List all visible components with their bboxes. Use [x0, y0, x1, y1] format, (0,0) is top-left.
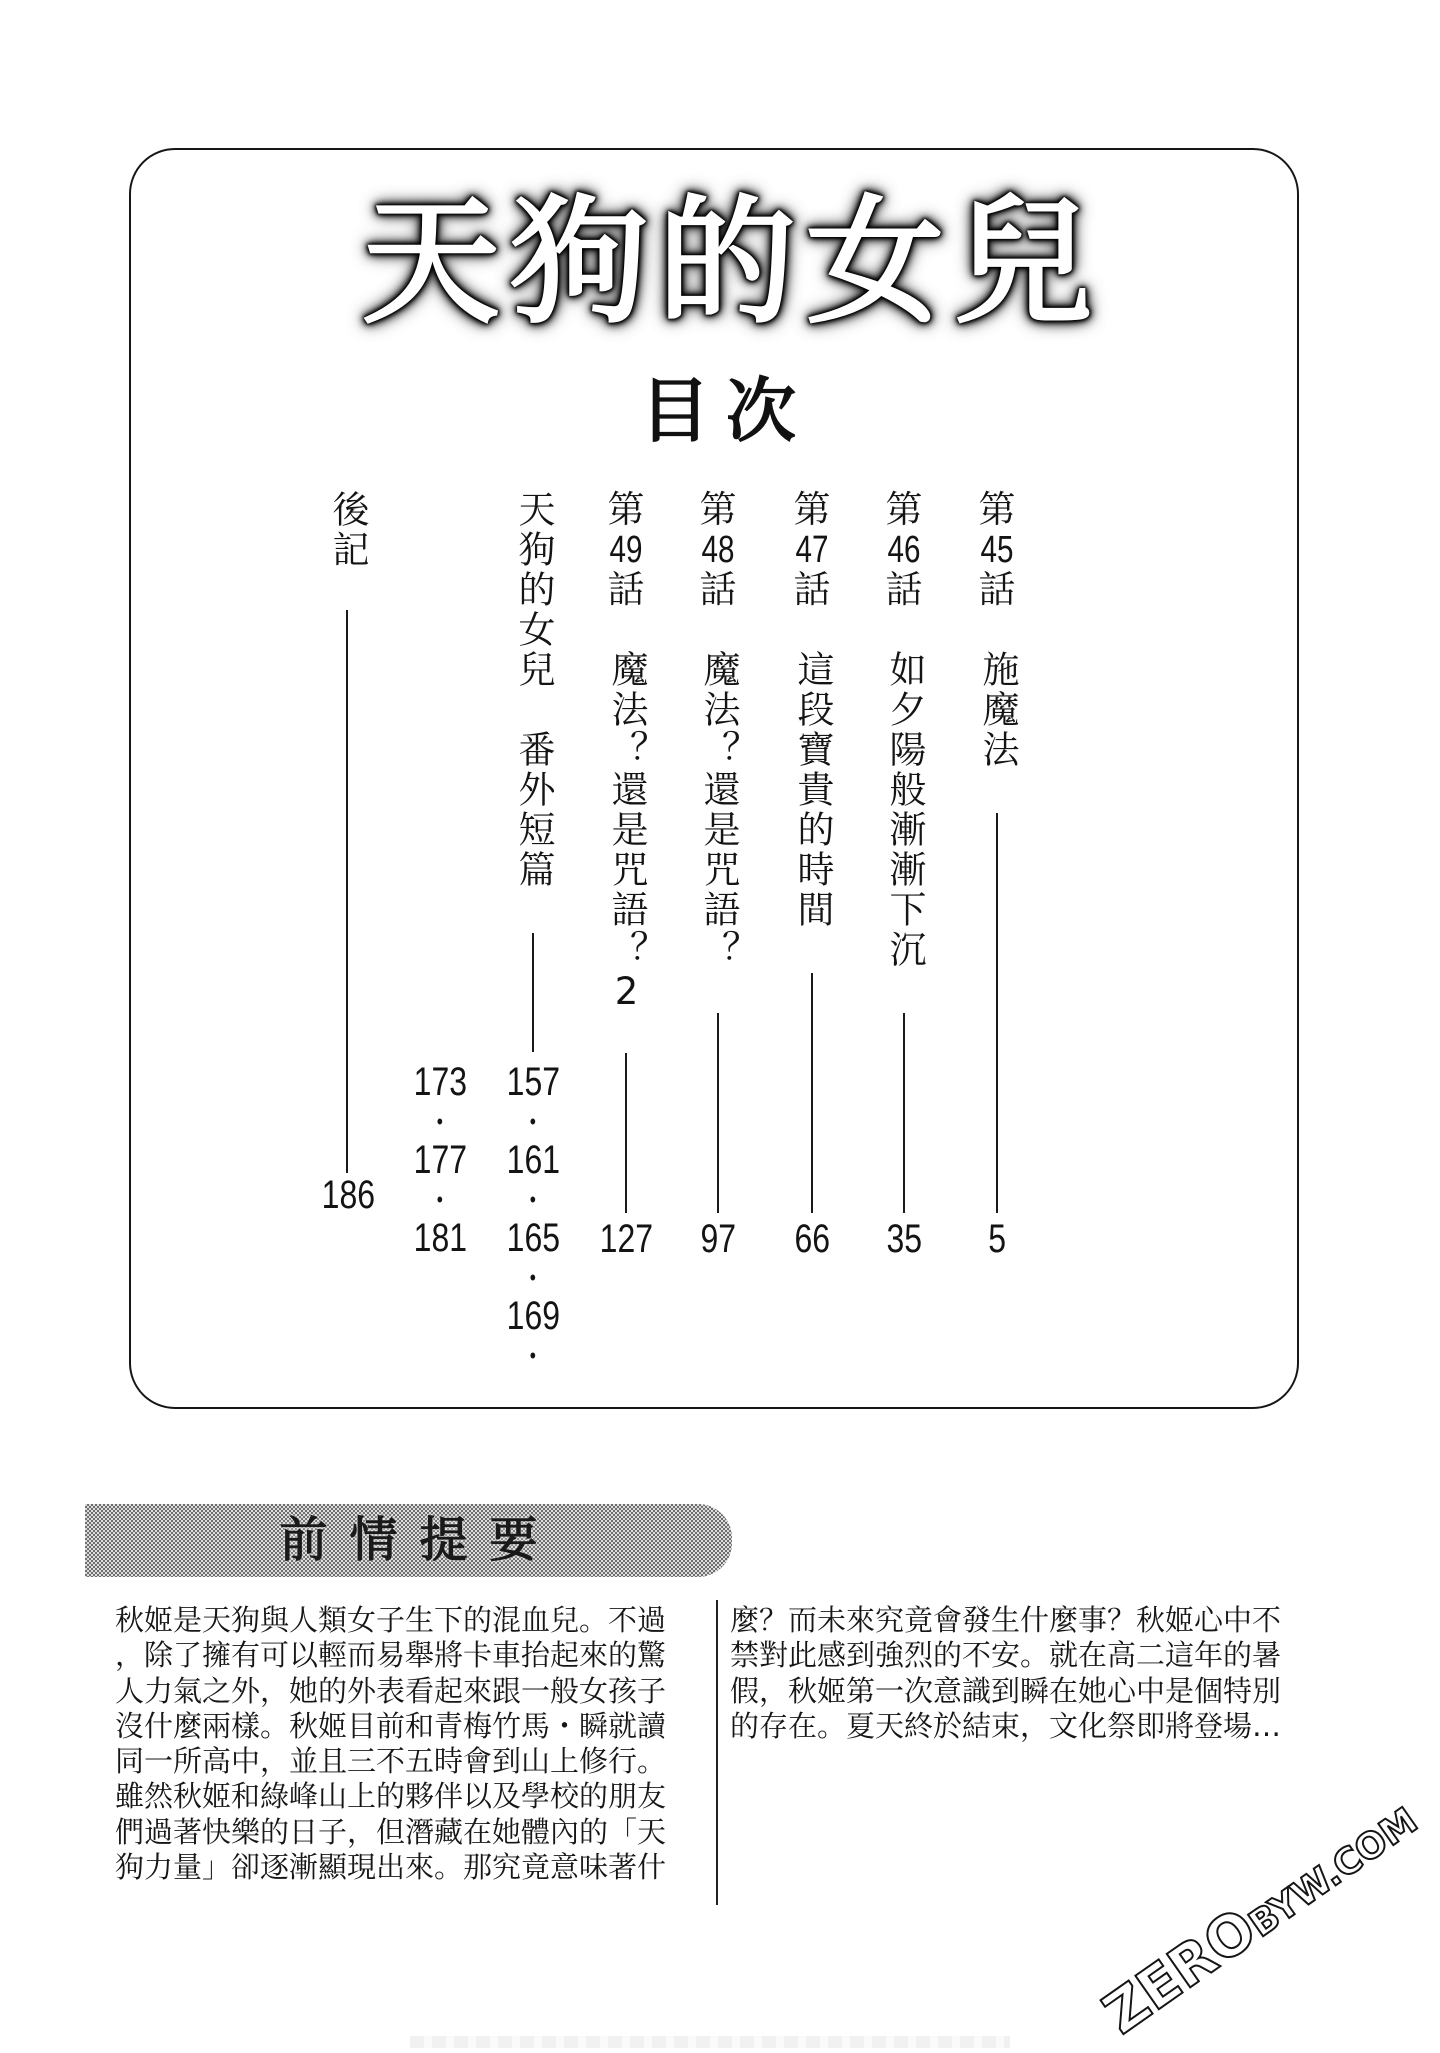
toc-entry-ep49: [606, 490, 646, 1016]
summary-line: 雖然秋姬和綠峰山上的夥伴以及學校的朋友: [115, 1779, 667, 1814]
summary-heading: 前情提要: [279, 1512, 560, 1568]
leader-line: [811, 973, 813, 1213]
leader-line: [532, 933, 534, 1052]
page-number: 127: [599, 1217, 653, 1261]
summary-line: 假，秋姬第一次意識到瞬在她心中是個特別: [730, 1673, 1282, 1708]
leader-line: [996, 813, 998, 1213]
episode-prefix: 第: [978, 488, 1016, 531]
watermark-main: ZERO: [1092, 1896, 1269, 2047]
leader-line: [625, 1053, 627, 1213]
leader-line: [346, 610, 348, 1173]
page-number: 97: [700, 1217, 736, 1261]
episode-title: 如夕陽般漸漸下沉: [883, 650, 926, 970]
episode-suffix: 話: [793, 568, 831, 611]
watermark: [1092, 1790, 1426, 2047]
leader-line: [903, 1013, 905, 1213]
page-number: 66: [794, 1217, 830, 1261]
episode-prefix: 第: [607, 488, 645, 531]
bleed-through-artifact: [410, 2036, 1010, 2048]
summary-line: 人力氣之外，她的外表看起來跟一般女孩子: [115, 1673, 667, 1708]
column-divider: [716, 1600, 718, 1905]
episode-number: 47: [795, 529, 829, 571]
toc-entry-ep47: [792, 490, 832, 930]
summary-line: 禁對此感到強烈的不安。就在高二這年的暑: [730, 1638, 1282, 1673]
page-separator: •: [529, 1109, 537, 1134]
toc-entry-bonus: [513, 490, 553, 890]
summary-line: 沒什麼兩樣。秋姬目前和青梅竹馬・瞬就讀: [115, 1708, 667, 1743]
summary-line: 們過著快樂的日子，但潛藏在她體內的「天: [115, 1814, 667, 1849]
page-separator: •: [529, 1187, 537, 1212]
episode-title: 魔法？還是咒語？2: [605, 650, 648, 1016]
episode-title: 這段寶貴的時間: [791, 650, 834, 930]
summary-line: 秋姬是天狗與人類女子生下的混血兒。不過: [115, 1603, 667, 1637]
page-number: 161: [506, 1138, 560, 1182]
episode-prefix: 第: [793, 488, 831, 531]
page-number: 173: [413, 1060, 467, 1104]
leader-line: [717, 1013, 719, 1213]
page-separator: •: [436, 1187, 444, 1212]
watermark-tail: BYW.COM: [1241, 1800, 1426, 1946]
episode-number: 45: [980, 529, 1014, 571]
episode-prefix: 第: [885, 488, 923, 531]
episode-number: 49: [609, 529, 643, 571]
page-number: 5: [988, 1217, 1006, 1261]
page-number: 186: [321, 1173, 375, 1217]
toc-entry-ep46: [884, 490, 924, 970]
toc-entry-afterword: [327, 490, 367, 570]
episode-title: 施魔法: [976, 650, 1019, 770]
bonus-pages-column-1: [488, 1060, 578, 1375]
episode-number: 48: [701, 529, 735, 571]
episode-suffix: 話: [699, 568, 737, 611]
bonus-pages-column-2: [395, 1060, 485, 1260]
afterword-title: 後記: [326, 490, 369, 570]
episode-title: 魔法？還是咒語？: [697, 650, 740, 970]
toc-entry-ep45: [977, 490, 1017, 770]
episode-suffix: 話: [885, 568, 923, 611]
summary-text-right: [730, 1603, 1281, 1744]
summary-line: 同一所高中，並且三不五時會到山上修行。: [115, 1744, 667, 1779]
page-separator: •: [529, 1343, 537, 1368]
summary-banner: [85, 1504, 732, 1577]
summary-line: 的存在。夏天終於結束，文化祭即將登場…: [730, 1708, 1282, 1743]
page-separator: •: [436, 1109, 444, 1134]
summary-line: 狗力量」卻逐漸顯現出來。那究竟意味著什: [115, 1850, 667, 1885]
bonus-title: 天狗的女兒: [512, 490, 555, 690]
bonus-subtitle: 番外短篇: [512, 730, 555, 890]
episode-suffix: 話: [978, 568, 1016, 611]
episode-number: 46: [887, 529, 921, 571]
page-separator: •: [529, 1265, 537, 1290]
page-number: 157: [506, 1060, 560, 1104]
page-number: 165: [506, 1216, 560, 1260]
toc-entry-ep48: [698, 490, 738, 970]
page-number: 177: [413, 1138, 467, 1182]
page-number: 181: [413, 1216, 467, 1260]
summary-line: 麼？而未來究竟會發生什麼事？秋姬心中不: [730, 1603, 1282, 1637]
summary-text-left: [115, 1603, 666, 1885]
page-number: 35: [886, 1217, 922, 1261]
summary-line: ，除了擁有可以輕而易舉將卡車抬起來的驚: [115, 1638, 667, 1673]
toc-heading: 目次: [640, 369, 812, 452]
episode-suffix: 話: [607, 568, 645, 611]
episode-prefix: 第: [699, 488, 737, 531]
book-title: 天狗的女兒: [362, 182, 1103, 343]
page-number: 169: [506, 1294, 560, 1338]
